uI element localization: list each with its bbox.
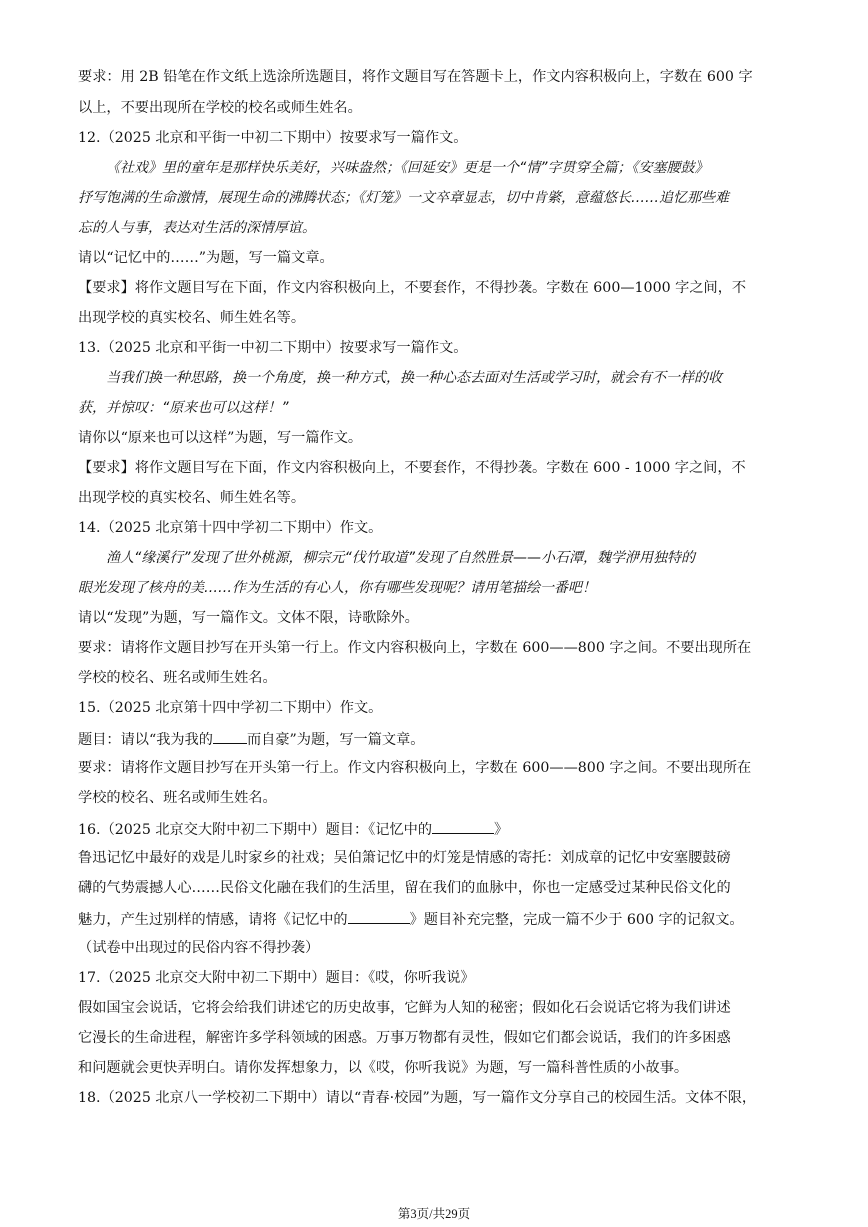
text-line: 以上，不要出现所在学校的校名或师生姓名。	[78, 100, 362, 116]
note-line: （试卷中出现过的民俗内容不得抄袭）	[78, 940, 320, 956]
text-line: 请你以“原来也可以这样”为题，写一篇作文。	[78, 430, 363, 446]
text-part: 魅力，产生过别样的情感，请将《记忆中的	[78, 912, 348, 928]
text-line: 假如国宝会说话，它将会给我们讲述它的历史故事，它鲜为人知的秘密；假如化石会说话它将为我们讲述	[78, 1000, 731, 1016]
prompt-text-line: 渔人“缘溪行”发现了世外桃源，柳宗元“伐竹取道”发现了自然胜景——小石潭，魏学洢用独特的	[106, 550, 696, 566]
title-prompt-line	[78, 728, 790, 750]
page-number: 第3页/共29页	[397, 1207, 471, 1221]
blank-underline	[348, 908, 410, 924]
text-line: 和问题就会更快弄明白。请你发挥想象力，以《哎，你听我说》为题，写一篇科普性质的小故事。	[78, 1060, 689, 1076]
requirement-line: 学校的校名、班名或师生姓名。	[78, 790, 277, 806]
question-16-heading	[78, 818, 790, 840]
question-12-heading: 12.（2025 北京和平街一中初二下期中）按要求写一篇作文。	[78, 130, 468, 146]
question-13-heading: 13.（2025 北京和平街一中初二下期中）按要求写一篇作文。	[78, 340, 468, 356]
title-prompt-part: 题目：请以“我为我的	[78, 732, 213, 748]
requirement-line: 【要求】将作文题目写在下面，作文内容积极向上，不要套作，不得抄袭。字数在 600 - 1000 字之间，不	[78, 460, 746, 476]
requirement-line: 要求：请将作文题目抄写在开头第一行上。作文内容积极向上，字数在 600——800 字之间。不要出现所在	[78, 760, 752, 776]
text-line	[78, 908, 790, 930]
requirement-line: 要求：请将作文题目抄写在开头第一行上。作文内容积极向上，字数在 600——800 字之间。不要出现所在	[78, 640, 752, 656]
text-line: 礴的气势震撼人心……民俗文化融在我们的生活里，留在我们的血脉中，你也一定感受过某种民俗文化的	[78, 880, 731, 896]
requirement-line: 学校的校名、班名或师生姓名。	[78, 670, 277, 686]
requirement-line: 出现学校的真实校名、师生姓名等。	[78, 310, 306, 326]
text-line: 鲁迅记忆中最好的戏是儿时家乡的社戏；吴伯箫记忆中的灯笼是情感的寄托：刘成章的记忆中安塞腰鼓磅	[78, 850, 731, 866]
question-14-heading: 14.（2025 北京第十四中学初二下期中）作文。	[78, 520, 383, 536]
title-prompt-part: 而自豪”为题，写一篇文章。	[246, 732, 425, 748]
prompt-text-line: 《社戏》里的童年是那样快乐美好，兴味盎然；《回延安》更是一个“情”字贯穿全篇；《安塞腰鼓》	[106, 160, 709, 176]
question-15-heading: 15.（2025 北京第十四中学初二下期中）作文。	[78, 700, 383, 716]
prompt-text-line: 当我们换一种思路，换一个角度，换一种方式，换一种心态去面对生活或学习时，就会有不一样的收	[106, 370, 722, 386]
prompt-text-line: 忘的人与事，表达对生活的深情厚谊。	[78, 220, 316, 236]
prompt-text-line: 眼光发现了核舟的美……作为生活的有心人，你有哪些发现呢？请用笔描绘一番吧！	[78, 580, 596, 596]
blank-underline	[213, 728, 247, 744]
text-line: 请以“记忆中的……”为题，写一篇文章。	[78, 250, 334, 266]
requirement-line: 【要求】将作文题目写在下面，作文内容积极向上，不要套作，不得抄袭。字数在 600—1000 字之间，不	[78, 280, 747, 296]
heading-part: 16.（2025 北京交大附中初二下期中）题目：《记忆中的	[78, 822, 433, 838]
text-line: 请以“发现”为题，写一篇作文。文体不限，诗歌除外。	[78, 610, 419, 626]
question-18-heading: 18.（2025 北京八一学校初二下期中）请以“青春·校园”为题，写一篇作文分享自己的校园生活。文体不限，	[78, 1090, 757, 1106]
question-17-heading: 17.（2025 北京交大附中初二下期中）题目：《哎，你听我说》	[78, 970, 475, 986]
requirement-line: 出现学校的真实校名、师生姓名等。	[78, 490, 306, 506]
text-part: 》题目补充完整，完成一篇不少于 600 字的记叙文。	[409, 912, 744, 928]
text-line: 它漫长的生命进程，解密许多学科领域的困惑。万事万物都有灵性，假如它们都会说话，我们的许多困惑	[78, 1030, 731, 1046]
prompt-text-line: 获，并惊叹：“原来也可以这样！”	[78, 400, 289, 416]
text-line: 要求：用 2B 铅笔在作文纸上选涂所选题目，将作文题目写在答题卡上，作文内容积极向上，字数在 600 字	[78, 69, 753, 85]
prompt-text-line: 抒写饱满的生命激情，展现生命的沸腾状态；《灯笼》一文卒章显志，切中肯綮，意蕴悠长……追忆那些难	[78, 190, 729, 206]
blank-underline	[432, 818, 494, 834]
heading-part: 》	[494, 822, 509, 838]
